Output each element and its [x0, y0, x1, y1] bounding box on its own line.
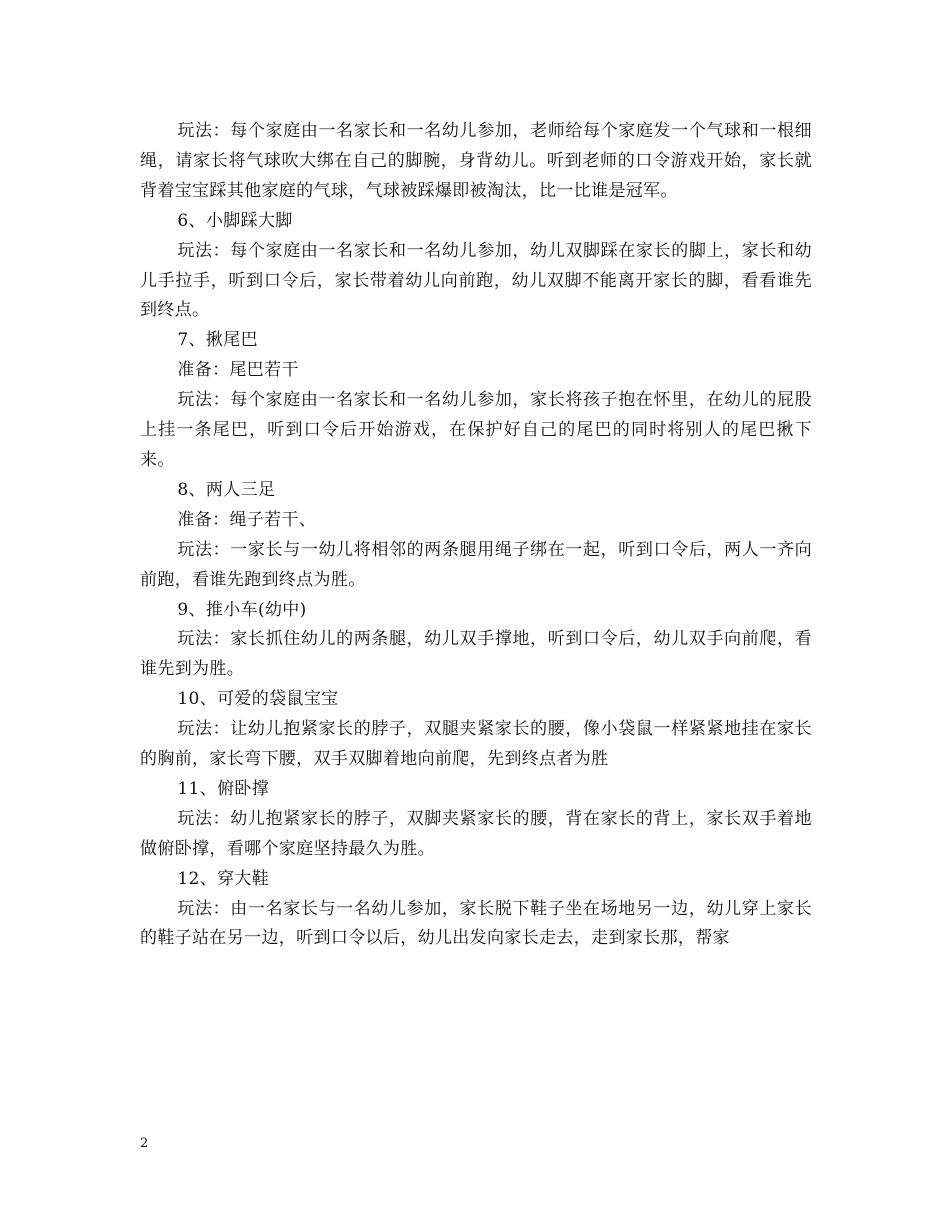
section-heading-11: 11、俯卧撑	[177, 778, 270, 799]
paragraph-three-legs-rules: 玩法：一家长与一幼儿将相邻的两条腿用绳子绑在一起，听到口令后，两人一齐向前跑，看谁先跑到终点为胜。	[140, 539, 812, 590]
paragraph-small-feet-rules: 玩法：每个家庭由一名家长和一名幼儿参加，幼儿双脚踩在家长的脚上，家长和幼儿手拉手，听到口令后，家长带着幼儿向前跑，幼儿双脚不能离开家长的脚，看看谁先到终点。	[140, 240, 812, 321]
paragraph-big-shoes-rules: 玩法：由一名家长与一名幼儿参加，家长脱下鞋子坐在场地另一边，幼儿穿上家长的鞋子站在另一边，听到口令以后，幼儿出发向家长走去，走到家长那，帮家	[140, 898, 812, 949]
page-number: 2	[140, 1136, 149, 1151]
paragraph-wheelbarrow-rules: 玩法：家长抓住幼儿的两条腿，幼儿双手撑地，听到口令后，幼儿双手向前爬，看谁先到为胜。	[140, 629, 812, 680]
paragraph-tail-prep: 准备：尾巴若干	[177, 360, 299, 381]
paragraph-tail-rules: 玩法：每个家庭由一名家长和一名幼儿参加，家长将孩子抱在怀里，在幼儿的屁股上挂一条尾巴，听到口令后开始游戏，在保护好自己的尾巴的同时将别人的尾巴揪下来。	[140, 390, 812, 470]
section-heading-9: 9、推小车(幼中)	[177, 599, 307, 620]
paragraph-balloon-rules: 玩法：每个家庭由一名家长和一名幼儿参加，老师给每个家庭发一个气球和一根细绳，请家长将气球吹大绑在自己的脚腕，身背幼儿。听到老师的口令游戏开始，家长就背着宝宝踩其他家庭的气球，气球被踩爆即被淘汰，比一比谁是冠军。	[140, 121, 812, 201]
section-heading-7: 7、揪尾巴	[177, 330, 258, 351]
document-body	[140, 117, 812, 954]
paragraph-three-legs-prep: 准备：绳子若干、	[177, 509, 317, 530]
section-heading-12: 12、穿大鞋	[177, 868, 270, 889]
paragraph-kangaroo-rules: 玩法：让幼儿抱紧家长的脖子，双腿夹紧家长的腰，像小袋鼠一样紧紧地挂在家长的胸前，家长弯下腰，双手双脚着地向前爬，先到终点者为胜	[140, 719, 812, 770]
section-heading-8: 8、两人三足	[177, 479, 276, 500]
section-heading-6: 6、小脚踩大脚	[177, 210, 293, 231]
section-heading-10: 10、可爱的袋鼠宝宝	[177, 689, 339, 710]
paragraph-pushup-rules: 玩法：幼儿抱紧家长的脖子，双脚夹紧家长的腰，背在家长的背上，家长双手着地做俯卧撑，看哪个家庭坚持最久为胜。	[140, 808, 812, 859]
